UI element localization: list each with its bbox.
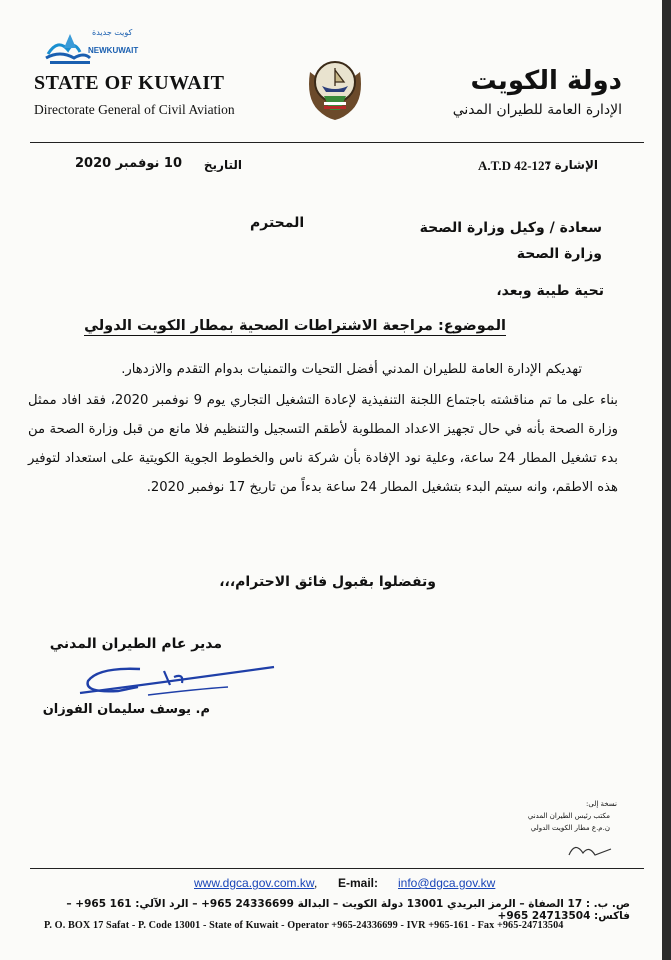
signer-title: مدير عام الطيران المدني bbox=[49, 636, 222, 652]
state-name-ar: دولة الكويت bbox=[470, 66, 622, 96]
footer-divider bbox=[30, 868, 644, 869]
directorate-name-en: Directorate General of Civil Aviation bbox=[34, 102, 235, 117]
cc-item: ن.م.ع مطار الكويت الدولي bbox=[530, 824, 610, 832]
cc-item: مكتب رئيس الطيران المدني bbox=[527, 812, 610, 820]
body-paragraph-2: بناء على ما تم مناقشته باجتماع اللجنة التنفيذية لإعادة التشغيل التجاري يوم 9 نوفمبر 2020، فقد افاد ممثل وزارة الصحة بأنه في حال تجهيز الاعداد المطلوبة لأطقم التسجيل والتنظيم فلا مانع من قبل وزارة الصحة من بدء تشغيل المطار 24 ساعة، وعلية نود الإفادة بأن شركة ناس والخطوط الجوية الكويتية على استعداد لتوفير هذه الاطقم، وانه سيتم البدء بتشغيل المطار 24 ساعة بدءاً من تاريخ 17 نوفمبر 2020. bbox=[28, 393, 618, 495]
kuwait-emblem-icon bbox=[304, 52, 366, 122]
subject-line: الموضوع: مراجعة الاشتراطات الصحية بمطار الكويت الدولي bbox=[84, 318, 506, 334]
signer-name: م. يوسف سليمان الفوزان bbox=[42, 702, 210, 717]
email-label: E-mail: bbox=[338, 876, 379, 890]
footer-address-en: P. O. BOX 17 Safat - P. Code 13001 - State of Kuwait - Operator +965-24336699 - IVR +965-161 - Fax +965-24713504 bbox=[44, 920, 564, 931]
closing-line: وتفضلوا بقبول فائق الاحترام،،، bbox=[219, 574, 436, 590]
reference-number: A.T.D 42-127 bbox=[478, 158, 552, 173]
recipient-block bbox=[420, 215, 602, 267]
recipient-line-1: سعادة / وكيل وزارة الصحة bbox=[419, 220, 602, 236]
recipient-line-2: وزارة الصحة bbox=[516, 246, 602, 262]
footer-separator: , bbox=[314, 876, 318, 890]
reference-label: الإشارة : bbox=[545, 158, 598, 172]
handwritten-signature bbox=[78, 655, 278, 705]
footer-address-ar: ص. ب. : 17 الصفاة – الرمز البريدي 13001 دولة الكويت – البدالة 24336699 965+ – الرد الآلي: 161 965+ – فاكس: 24713504 965+ bbox=[66, 898, 630, 922]
cc-label: نسخة إلى: bbox=[586, 800, 617, 808]
email-link[interactable]: info@dgca.gov.kw bbox=[398, 876, 496, 890]
body-paragraph-1: تهديكم الإدارة العامة للطيران المدني أفضل التحيات والتمنيات بدوام التقدم والازدهار. bbox=[121, 362, 582, 377]
greeting: تحية طيبة وبعد، bbox=[496, 283, 604, 299]
newkuwait-logo-ar: كويت جديدة bbox=[92, 28, 133, 37]
state-name-en: STATE OF KUWAIT bbox=[34, 72, 225, 94]
header-divider bbox=[30, 142, 644, 143]
honorific: المحترم bbox=[250, 215, 305, 231]
newkuwait-logo-en: NEWKUWAIT bbox=[88, 46, 139, 55]
date-value: 10 نوفمبر 2020 bbox=[75, 156, 182, 171]
website-link[interactable]: www.dgca.gov.com.kw bbox=[194, 876, 315, 890]
directorate-name-ar: الإدارة العامة للطيران المدني bbox=[452, 102, 622, 118]
initials-mark bbox=[565, 835, 615, 863]
date-label: التاريخ bbox=[203, 158, 242, 172]
